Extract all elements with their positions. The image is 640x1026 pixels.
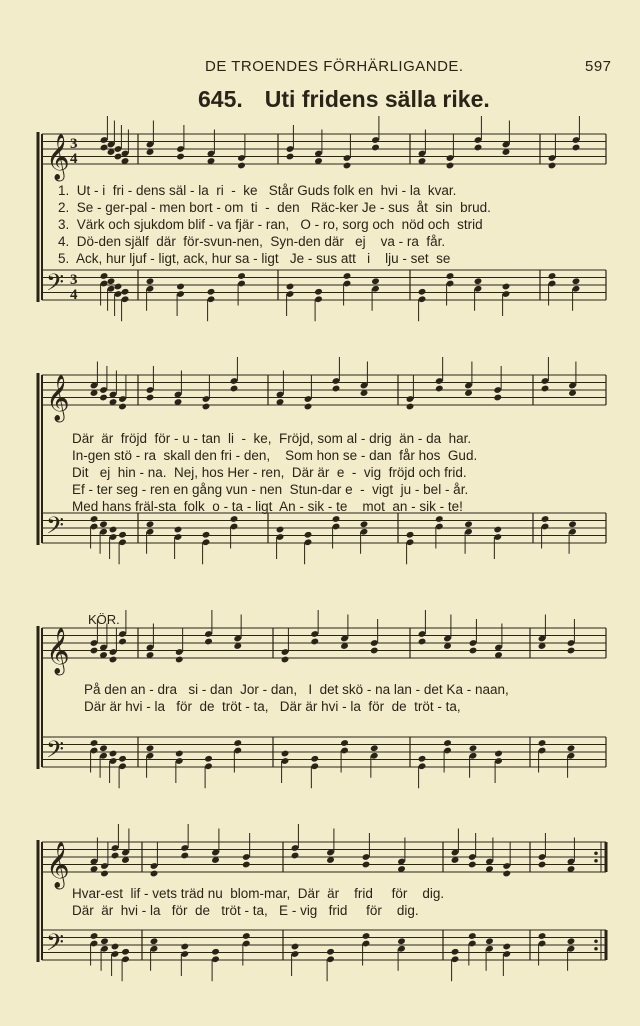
treble-clef-icon: 𝄞 (46, 628, 70, 674)
note-head (370, 647, 379, 655)
note-head (567, 647, 576, 655)
bass-clef-icon: 𝄢 (46, 928, 65, 962)
note-head (118, 531, 127, 539)
note-head (469, 744, 478, 752)
note-head (100, 272, 109, 280)
note-head (541, 385, 550, 393)
note-head (111, 852, 120, 860)
note-head (114, 153, 123, 161)
note-head (541, 515, 550, 523)
lyric-line-s1-v3: 3. Värk och sjukdom blif - va fjär - ran, O - ro, sorg och nöd och strid (58, 217, 483, 232)
note-head (230, 515, 239, 523)
note-head (202, 403, 211, 411)
chorus-label: KÖR. (88, 612, 120, 627)
note-head (233, 739, 242, 747)
note-head (446, 272, 455, 280)
note-head (446, 162, 455, 170)
lyric-line-s1-v4: 4. Dö-den själf där för-svun-nen, Syn-den där ej va - ra får. (58, 234, 446, 249)
time-signature: 3 (70, 272, 78, 288)
note-head (111, 943, 120, 951)
note-head (418, 288, 427, 296)
note-head (90, 515, 99, 523)
lyric-line-s1-v5: 5. Ack, hur ljuf - ligt, ack, hur sa - ligt Je - sus att i lju - set se (58, 251, 451, 266)
note-head (332, 515, 341, 523)
note-head (118, 638, 127, 646)
note-head (176, 283, 185, 291)
note-head (107, 277, 116, 285)
note-head (406, 531, 415, 539)
note-head (343, 272, 352, 280)
note-head (146, 744, 155, 752)
lyric-line-s3-v2: Där är hvi - la för de tröt - ta, Där är hvi - la för de tröt - ta, (84, 699, 461, 714)
lyric-line-s1-v2: 2. Se - ger-pal - men bort - om ti - den Räc-ker Je - sus åt sin brud. (58, 200, 491, 215)
time-signature: 4 (70, 287, 78, 303)
note-head (176, 153, 185, 161)
note-head (146, 520, 155, 528)
note-head (572, 144, 581, 152)
treble-clef-icon: 𝄞 (46, 134, 70, 180)
note-head (150, 937, 159, 945)
lyric-line-s2-v3: Dit ej hin - na. Nej, hos Her - ren, Där är e - vig fröjd och frid. (72, 465, 467, 480)
note-head (207, 288, 216, 296)
note-head (291, 852, 300, 860)
note-head (435, 385, 444, 393)
note-head (502, 870, 511, 878)
note-head (121, 948, 130, 956)
note-head (146, 277, 155, 285)
lyric-line-s2-v4: Ef - ter seg - ren en gång vun - nen Stun-dar e - vigt ju - bel - år. (72, 482, 469, 497)
treble-clef-icon: 𝄞 (46, 375, 70, 421)
hymn-number: 645. (198, 86, 243, 112)
repeat-dot (594, 939, 598, 943)
note-head (310, 755, 319, 763)
note-head (435, 515, 444, 523)
note-head (362, 932, 371, 940)
note-head (443, 739, 452, 747)
note-head (100, 870, 109, 878)
note-head (304, 403, 313, 411)
note-head (451, 948, 460, 956)
time-signature: 4 (70, 151, 78, 167)
note-head (485, 937, 494, 945)
note-head (146, 394, 155, 402)
note-head (371, 277, 380, 285)
note-head (548, 162, 557, 170)
hymn-name: Uti fridens sälla rike. (264, 86, 490, 112)
note-head (237, 272, 246, 280)
note-head (343, 162, 352, 170)
bass-clef-icon: 𝄢 (46, 268, 65, 302)
note-head (276, 526, 285, 534)
note-head (567, 937, 576, 945)
repeat-dot (594, 851, 598, 855)
note-head (118, 403, 127, 411)
note-head (100, 144, 109, 152)
note-head (121, 288, 130, 296)
lyric-line-s1-v1: 1. Ut - i fri - dens säl - la ri - ke Står Guds folk en hvi - la kvar. (58, 183, 457, 198)
page-number: 597 (585, 58, 612, 75)
note-head (90, 932, 99, 940)
note-head (468, 932, 477, 940)
lyric-line-s4-v1: Hvar-est lif - vets träd nu blom-mar, Där är frid för dig. (72, 886, 445, 901)
time-signature: 3 (70, 136, 78, 152)
note-head (370, 744, 379, 752)
repeat-dot (594, 859, 598, 863)
note-head (230, 385, 239, 393)
note-head (242, 932, 251, 940)
note-head (242, 861, 251, 869)
note-head (469, 647, 478, 655)
note-head (180, 852, 189, 860)
note-head (118, 755, 127, 763)
note-head (474, 277, 483, 285)
note-head (474, 144, 483, 152)
note-head (332, 385, 341, 393)
treble-clef-icon: 𝄞 (46, 842, 70, 888)
note-head (538, 739, 547, 747)
note-head (175, 656, 184, 664)
note-head (114, 283, 123, 291)
note-head (468, 861, 477, 869)
bass-clef-icon: 𝄢 (46, 735, 65, 769)
note-head (340, 739, 349, 747)
note-head (418, 755, 427, 763)
note-head (568, 520, 577, 528)
note-head (326, 948, 335, 956)
lyric-line-s4-v2: Där är hvi - la för de tröt - ta, E - vig frid för dig. (72, 903, 419, 918)
repeat-dot (594, 947, 598, 951)
note-head (314, 288, 323, 296)
note-head (204, 638, 213, 646)
note-head (572, 277, 581, 285)
note-head (90, 647, 99, 655)
note-head (397, 937, 406, 945)
note-head (493, 394, 502, 402)
note-head (211, 948, 220, 956)
note-head (304, 531, 313, 539)
lyric-line-s2-v2: In-gen stö - ra skall den fri - den, Som hon se - dan får hos Gud. (72, 448, 478, 463)
note-head (204, 755, 213, 763)
note-head (99, 394, 108, 402)
note-head (464, 520, 473, 528)
note-head (109, 526, 118, 534)
note-head (538, 861, 547, 869)
note-head (281, 750, 290, 758)
note-head (99, 744, 108, 752)
note-head (109, 750, 118, 758)
note-head (281, 656, 290, 664)
lyric-line-s3-v1: På den an - dra si - dan Jor - dan, I det skö - na lan - det Ka - naan, (84, 682, 509, 697)
note-head (100, 937, 109, 945)
note-head (418, 638, 427, 646)
note-head (360, 520, 369, 528)
note-head (310, 638, 319, 646)
note-head (180, 943, 189, 951)
lyric-line-s2-v1: Där är fröjd för - u - tan li - ke, Fröjd, som al - drig än - da har. (72, 431, 472, 446)
note-head (567, 744, 576, 752)
note-head (202, 531, 211, 539)
note-head (174, 526, 183, 534)
note-head (362, 861, 371, 869)
running-title: DE TROENDES FÖRHÄRLIGANDE. (205, 58, 464, 75)
note-head (406, 403, 415, 411)
note-head (150, 870, 159, 878)
lyric-line-s2-v5: Med hans fräl-sta folk o - ta - ligt An - sik - te mot an - sik - te! (72, 499, 463, 514)
note-head (502, 283, 511, 291)
note-head (109, 656, 118, 664)
note-head (548, 272, 557, 280)
note-head (502, 943, 511, 951)
note-head (538, 932, 547, 940)
note-head (371, 144, 380, 152)
note-head (99, 520, 108, 528)
note-head (291, 943, 300, 951)
note-head (237, 162, 246, 170)
note-head (286, 153, 295, 161)
bass-clef-icon: 𝄢 (46, 511, 65, 545)
note-head (175, 750, 184, 758)
note-head (286, 283, 295, 291)
note-head (90, 739, 99, 747)
note-head (493, 526, 502, 534)
note-head (494, 750, 503, 758)
